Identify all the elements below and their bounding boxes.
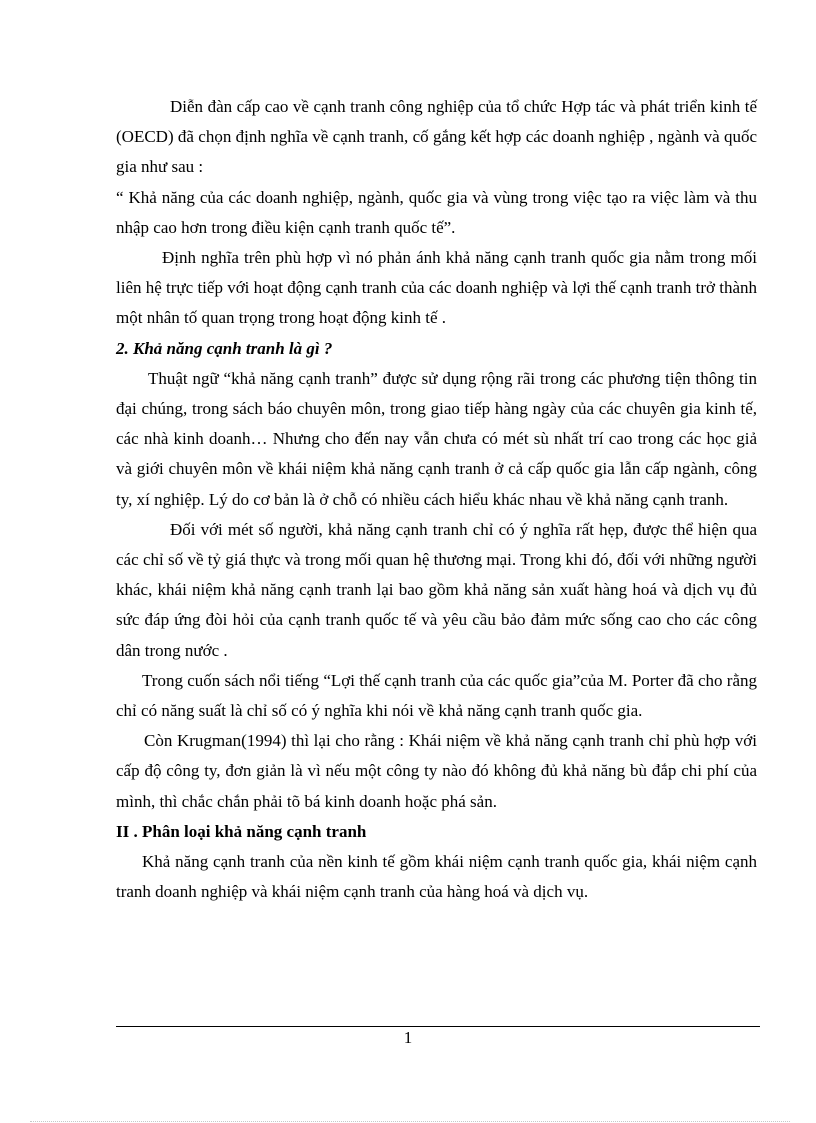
paragraph-narrow-meaning: Đối với mét số người, khả năng cạnh tranh chỉ có ý nghĩa rất hẹp, được thể hiện qua các chỉ số về tỷ giá thực và trong mối quan hệ thương mại. Trong khi đó, đối với những người khác, khái niệm khả năng cạnh tranh lại bao gồm khả năng sản xuất hàng hoá và dịch vụ đủ sức đáp ứng đòi hỏi của cạnh tranh quốc tế và yêu cầu bảo đảm mức sống cao cho các công dân trong nước . xyxy=(116,519,757,660)
paragraph-term-competitiveness: Thuật ngữ “khả năng cạnh tranh” được sử dụng rộng rãi trong các phương tiện thông tin đại chúng, trong sách báo chuyên môn, trong giao tiếp hàng ngày của các chuyên gia kinh tế, các nhà kinh doanh… Nhưng cho đến nay vẫn chưa có mét sù nhất trí cao trong các học giả và giới chuyên môn về khái niệm khả năng cạnh tranh ở cả cấp quốc gia lẫn cấp ngành, công ty, xí nghiệp. Lý do cơ bản là ở chỗ có nhiều cách hiểu khác nhau về khả năng cạnh tranh. xyxy=(116,368,757,509)
paragraph-oecd-forum: Diễn đàn cấp cao về cạnh tranh công nghiệp của tổ chức Hợp tác và phát triển kinh tế (OECD) đã chọn định nghĩa về cạnh tranh, cố gắng kết hợp các doanh nghiệp , ngành và quốc gia như sau : xyxy=(116,97,757,177)
page-bottom-edge xyxy=(30,1121,790,1122)
paragraph-classification: Khả năng cạnh tranh của nền kinh tế gồm khái niệm cạnh tranh quốc gia, khái niệm cạnh tranh doanh nghiệp và khái niệm cạnh tranh của hàng hoá và dịch vụ. xyxy=(116,852,757,902)
paragraph-porter: Trong cuốn sách nổi tiếng “Lợi thế cạnh tranh của các quốc gia”của M. Porter đã cho rằng chỉ có năng suất là chỉ số có ý nghĩa khi nói về khả năng cạnh tranh quốc gia. xyxy=(116,670,757,721)
paragraph-krugman: Còn Krugman(1994) thì lại cho rằng : Khái niệm về khả năng cạnh tranh chỉ phù hợp với cấp độ công ty, đơn giản là vì nếu một công ty nào đó không đủ khả năng bù đắp chi phí của mình, thì chắc chắn phải tõ bá kinh doanh hoặc phá sản. xyxy=(116,731,757,811)
page-number: 1 xyxy=(403,1028,413,1047)
heading-part-ii: II . Phân loại khả năng cạnh tranh xyxy=(116,821,367,841)
heading-section-2: 2. Khả năng cạnh tranh là gì ? xyxy=(116,338,333,358)
paragraph-definition-assessment: Định nghĩa trên phù hợp vì nó phản ánh khả năng cạnh tranh quốc gia nằm trong mối liên hệ trực tiếp với hoạt động cạnh tranh của các doanh nghiệp và lợi thế cạnh tranh trở thành một nhân tố quan trọng trong hoạt động kinh tế . xyxy=(116,248,757,328)
document-body xyxy=(116,92,757,907)
paragraph-oecd-definition-quote: “ Khả năng của các doanh nghiệp, ngành, quốc gia và vùng trong việc tạo ra việc làm và thu nhập cao hơn trong điều kiện cạnh tranh quốc tế”. xyxy=(116,187,757,237)
